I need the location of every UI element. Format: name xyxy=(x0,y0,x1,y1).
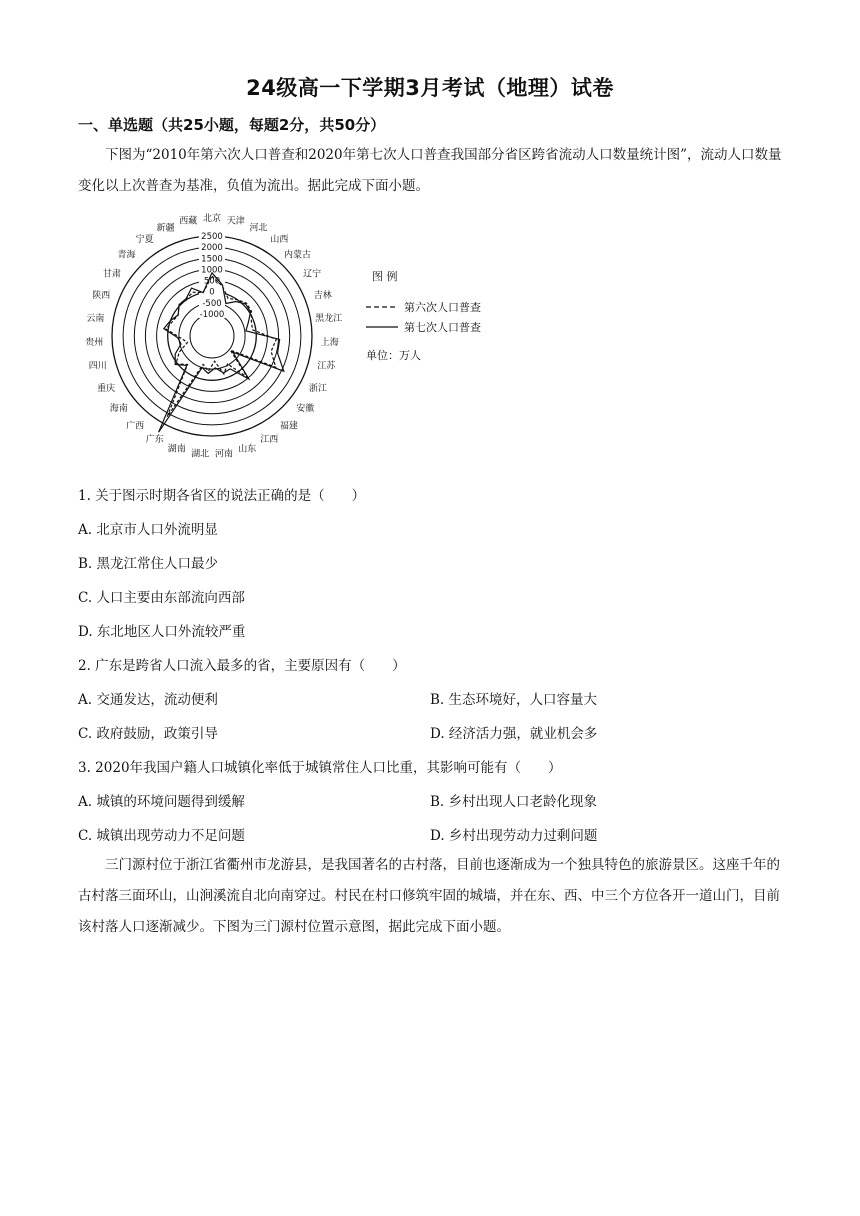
q2-option-a[interactable]: A. 交通发达，流动便利 xyxy=(78,692,218,708)
category-label: 山东 xyxy=(238,444,257,455)
radar-tick-labels xyxy=(199,231,225,320)
category-label: 湖南 xyxy=(167,444,186,455)
category-label: 浙江 xyxy=(308,384,327,394)
question-3-stem: 3. 2020年我国户籍人口城镇化率低于城镇常住人口比重，其影响可能有（ ） xyxy=(78,760,562,776)
q3-option-d[interactable]: D. 乡村出现劳动力过剩问题 xyxy=(430,828,598,844)
q2-option-b[interactable]: B. 生态环境好，人口容量大 xyxy=(430,692,598,708)
tick-label: -500 xyxy=(202,298,222,309)
q2-option-d[interactable]: D. 经济活力强，就业机会多 xyxy=(430,726,598,742)
category-label: 辽宁 xyxy=(303,269,322,280)
category-label: 江苏 xyxy=(317,361,336,372)
category-label: 内蒙古 xyxy=(283,250,312,261)
category-label: 贵州 xyxy=(85,338,104,348)
tick-label: -1000 xyxy=(199,310,225,320)
legend-title: 图 例 xyxy=(372,270,398,283)
category-label: 湖北 xyxy=(191,449,210,460)
tick-label: 1000 xyxy=(201,265,223,276)
category-label: 福建 xyxy=(279,421,298,432)
tick-label: 0 xyxy=(209,287,215,298)
category-label: 河南 xyxy=(214,449,233,460)
q3-option-b[interactable]: B. 乡村出现人口老龄化现象 xyxy=(430,794,598,810)
radar-chart xyxy=(78,208,518,468)
category-label: 上海 xyxy=(320,338,339,348)
category-label: 吉林 xyxy=(313,291,332,301)
legend-entry-seventh: 第七次人口普查 xyxy=(404,321,481,334)
q1-option-a[interactable]: A. 北京市人口外流明显 xyxy=(78,522,218,538)
category-label: 山西 xyxy=(270,235,289,246)
category-label: 安徽 xyxy=(296,404,315,415)
category-label: 北京 xyxy=(202,214,222,224)
tick-label: 500 xyxy=(203,276,221,287)
category-label: 四川 xyxy=(88,361,107,372)
intro-paragraph: 下图为“2010年第六次人口普查和2020年第七次人口普查我国部分省区跨省流动人口数量统计图”，流动人口数量变化以上次普查为基准，负值为流出。据此完成下面小题。 xyxy=(78,147,782,194)
radar-ring xyxy=(190,314,234,358)
category-label: 甘肃 xyxy=(102,269,121,280)
unit-label: 单位：万人 xyxy=(366,349,421,362)
category-label: 青海 xyxy=(117,250,136,261)
chart-legend xyxy=(366,269,481,362)
category-label: 宁夏 xyxy=(135,235,154,246)
q1-option-d[interactable]: D. 东北地区人口外流较严重 xyxy=(78,624,246,640)
second-paragraph: 三门源村位于浙江省衢州市龙游县，是我国著名的古村落，目前也逐渐成为一个独具特色的旅游景区。这座千年的古村落三面环山，山涧溪流自北向南穿过。村民在村口修筑牢固的城墙，并在东、西、中三个方位各开一道山门，目前该村落人口逐渐减少。下图为三门源村位置示意图，据此完成下面小题。 xyxy=(78,857,780,935)
category-label: 西藏 xyxy=(179,216,198,227)
tick-label: 2000 xyxy=(201,243,223,254)
q2-option-c[interactable]: C. 政府鼓励，政策引导 xyxy=(78,726,218,742)
category-label: 广西 xyxy=(126,421,145,432)
tick-label: 2500 xyxy=(201,232,223,242)
category-label: 云南 xyxy=(86,314,105,325)
category-label: 新疆 xyxy=(156,223,175,234)
exam-title: 24级高一下学期3月考试（地理）试卷 xyxy=(246,76,614,100)
category-label: 广东 xyxy=(145,435,164,446)
tick-label: 1500 xyxy=(201,254,223,265)
legend-entry-sixth: 第六次人口普查 xyxy=(404,301,481,314)
category-label: 天津 xyxy=(226,216,245,227)
category-label: 海南 xyxy=(109,404,128,415)
category-label: 陕西 xyxy=(92,291,111,301)
section-heading: 一、单选题（共25小题，每题2分，共50分） xyxy=(78,116,386,134)
category-label: 河北 xyxy=(249,223,268,234)
q3-option-a[interactable]: A. 城镇的环境问题得到缓解 xyxy=(78,794,245,810)
question-1-stem: 1. 关于图示时期各省区的说法正确的是（ ） xyxy=(78,488,366,504)
question-2-stem: 2. 广东是跨省人口流入最多的省，主要原因有（ ） xyxy=(78,658,406,674)
category-label: 重庆 xyxy=(97,384,116,394)
q1-option-b[interactable]: B. 黑龙江常住人口最少 xyxy=(78,556,219,572)
q3-option-c[interactable]: C. 城镇出现劳动力不足问题 xyxy=(78,828,245,844)
category-label: 江西 xyxy=(260,435,279,446)
q1-option-c[interactable]: C. 人口主要由东部流向西部 xyxy=(78,590,245,606)
category-label: 黑龙江 xyxy=(315,314,343,325)
